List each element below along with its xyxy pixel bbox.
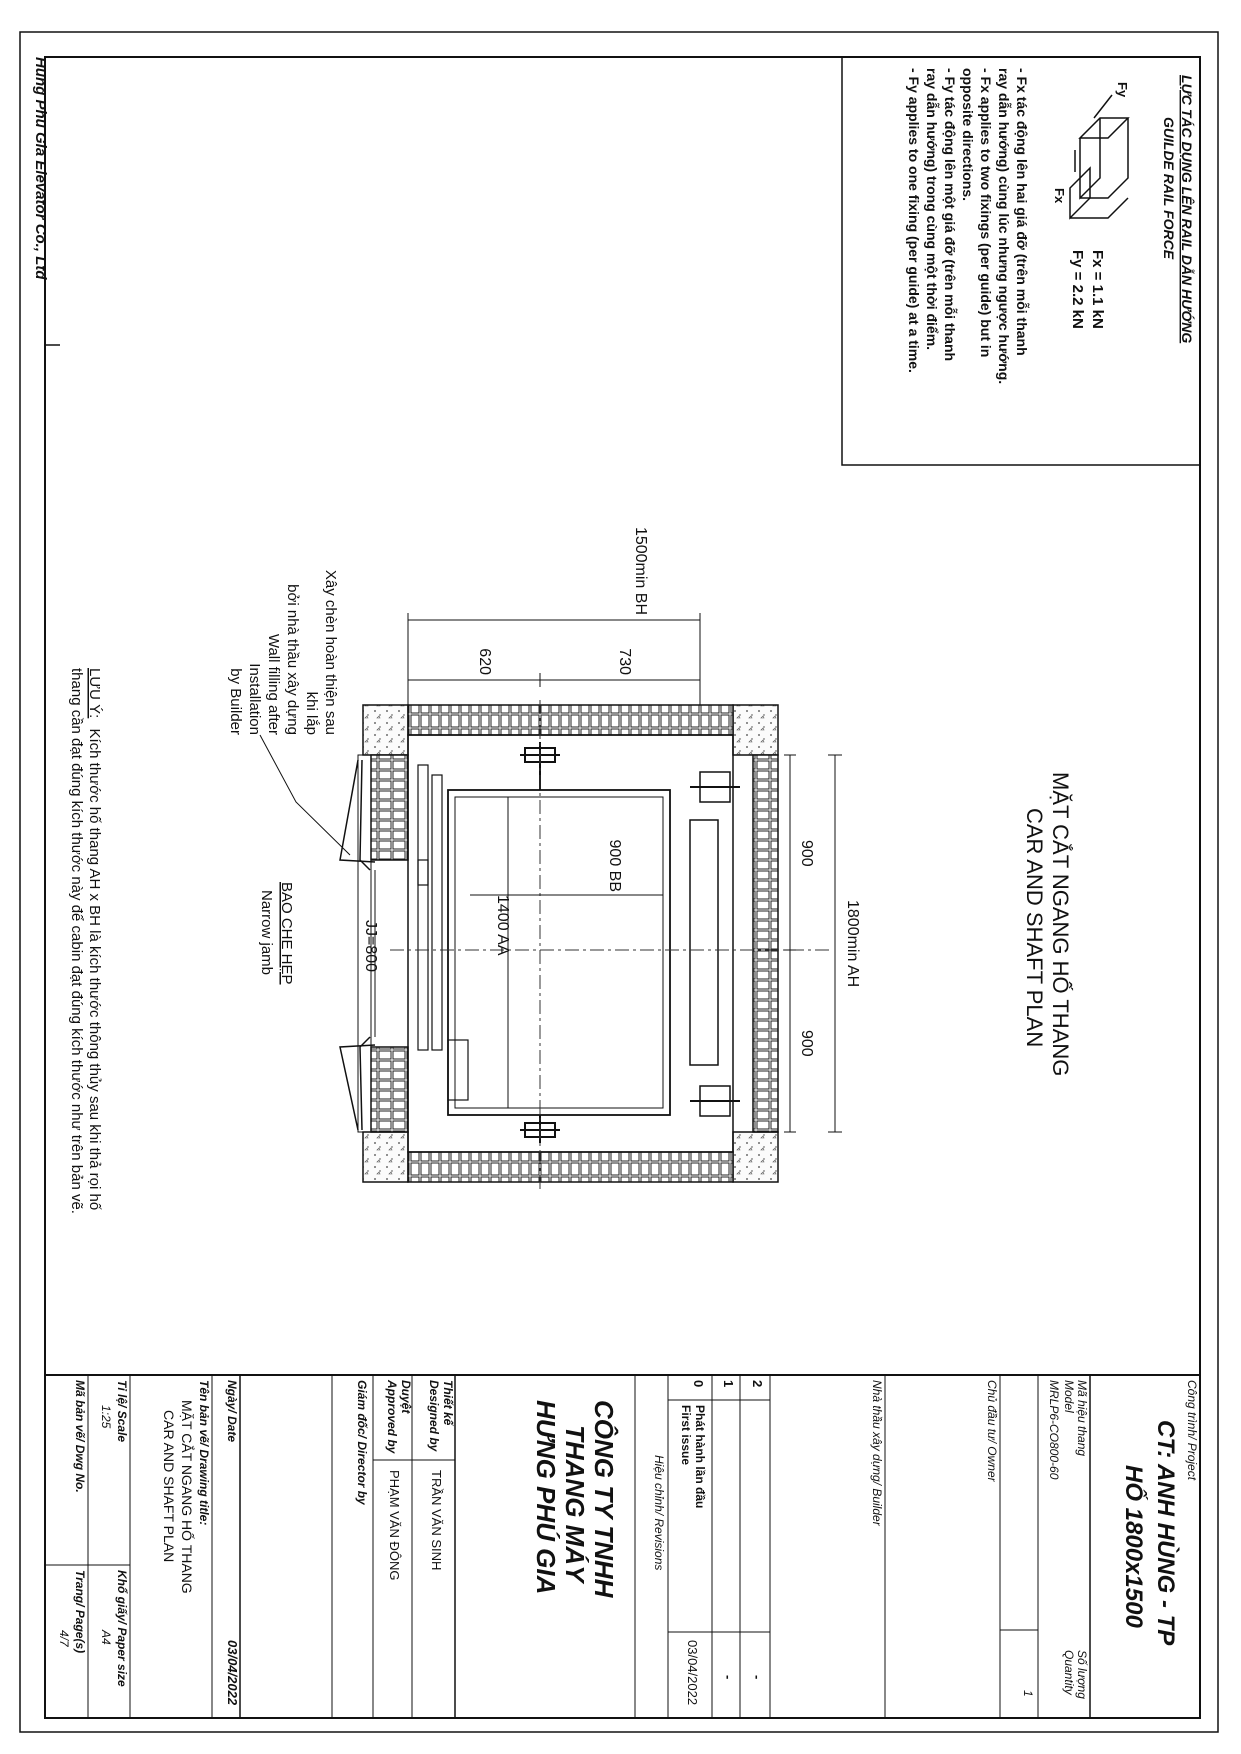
plan-title-en: CAR AND SHAFT PLAN (1022, 808, 1047, 1048)
car-inner (455, 797, 663, 1108)
rev2-date: - (750, 1675, 765, 1680)
project-size: HỐ 1800x1500 (1120, 1465, 1147, 1628)
date-value: 03/04/2022 (225, 1640, 240, 1706)
force-title-vi: LỰC TÁC DỤNG LÊN RAIL DẪN HƯỚNG (1179, 75, 1195, 344)
force-note-line: ray dẫn hướng) cùng lúc nhưng ngược hướng. (996, 68, 1012, 385)
qty-label-en: Quantity (1062, 1650, 1076, 1695)
director-label: Giám đốc/ Director by (355, 1380, 369, 1505)
dim-900-right: 900 (798, 1030, 815, 1057)
force-note-line: - Fy applies to one fixing (per guide) at a time. (906, 68, 922, 373)
paper-value: A4 (99, 1630, 113, 1645)
wall-note-line: Wall filling after (265, 633, 282, 735)
dim-620: 620 (476, 648, 493, 675)
dim-jj: JJ=800 (362, 920, 379, 973)
qty-value: 1 (1021, 1690, 1035, 1697)
car-outline (448, 790, 670, 1115)
scale-label: Tỉ lệ/ Scale (115, 1380, 129, 1443)
rev0-desc-vi: Phát hành lần đầu (693, 1405, 707, 1509)
concrete-block (363, 705, 408, 755)
force-title-en: GUILDE RAIL FORCE (1161, 117, 1177, 260)
scale-value: 1:25 (99, 1405, 113, 1429)
model-label-en: Model (1062, 1380, 1076, 1413)
model-value: MRLP6-CO800-60 (1047, 1380, 1061, 1480)
rail-bracket-sketch (1070, 95, 1128, 218)
designed-value: TRẦN VĂN SINH (429, 1470, 444, 1571)
rev2-no: 2 (750, 1380, 765, 1388)
brick-wall-back (753, 755, 778, 1132)
shaft-outline (408, 735, 733, 1152)
note-text-1: Kích thước hố thang AH x BH là kích thước thông thủy sau khi thả rọi hố (86, 728, 103, 1211)
plan-title-vi: MẶT CẮT NGANG HỐ THANG (1048, 772, 1073, 1077)
note-line-1 (86, 668, 103, 1211)
door-panel (418, 765, 428, 885)
force-note-line: - Fx tác động lên hai giá đỡ (trên mỗi thanh (1014, 68, 1030, 356)
concrete-block (733, 1132, 778, 1182)
model-label: Mã hiệu thang (1075, 1380, 1089, 1457)
builder-label: Nhà thầu xây dựng/ Builder (870, 1380, 884, 1526)
drawing-title-l2: CAR AND SHAFT PLAN (161, 1410, 177, 1563)
door-panel (418, 860, 428, 1050)
fx-label: Fx (1052, 188, 1067, 204)
dwg-label: Mã bản vẽ/ Dwg No. (73, 1380, 87, 1493)
drawing-title-l1: MẶT CẮT NGANG HỐ THANG (179, 1400, 195, 1594)
approved-label-vi: Duyệt (399, 1380, 413, 1414)
company-line-2: THANG MÁY (560, 1425, 590, 1583)
door-header (448, 1040, 468, 1100)
paper-label: Khổ giấy/ Paper size (115, 1570, 129, 1687)
company-line-1: CÔNG TY TNHH (589, 1400, 619, 1598)
page-value: 4/7 (57, 1630, 71, 1647)
force-notes (906, 68, 1030, 384)
wall-note-line: by Builder (227, 668, 244, 735)
page-label: Trang/ Page(s) (73, 1570, 87, 1654)
force-note-line: ray dẫn hướng) trong cùng một thời điểm. (924, 68, 940, 351)
brick-wall-bottom (408, 1152, 733, 1182)
rev0-date: 03/04/2022 (685, 1640, 700, 1706)
wall-note-line: khi lắp (303, 691, 320, 735)
note-line-2: thang cần đạt đúng kích thước này để cabin đạt đúng kích thước như trên bản vẽ. (68, 668, 85, 1214)
approved-label-en: Approved by (385, 1380, 399, 1454)
fy-label: Fy (1115, 82, 1130, 98)
force-note-line: - Fy tác động lên một giá đỡ (trên mỗi thanh (942, 68, 958, 362)
fy-value: Fy = 2.2 kN (1069, 250, 1086, 329)
dim-bb: 900 BB (606, 839, 623, 892)
dim-ah: 1800min AH (844, 900, 861, 988)
project-label: Công trình/ Project (1185, 1380, 1199, 1481)
dim-900-left: 900 (798, 840, 815, 867)
wall-note (227, 570, 339, 735)
concrete-block (733, 705, 778, 755)
side-company-text: Hung Phu Gia Elevator Co., Ltd (32, 57, 49, 280)
drawing-title-label: Tên bản vẽ/ Drawing title: (197, 1380, 211, 1526)
company-line-3: HƯNG PHÚ GIA (531, 1400, 561, 1595)
force-note-line: opposite directions. (960, 68, 976, 202)
jamb-right (360, 1037, 370, 1130)
jamb-label-vi: BAO CHE HẸP (278, 882, 295, 985)
counterweight (690, 820, 718, 1065)
rev1-no: 1 (721, 1380, 736, 1388)
concrete-block (363, 1132, 408, 1182)
qty-label: Số lượng (1075, 1650, 1089, 1699)
approved-value: PHẠM VĂN ĐÔNG (387, 1470, 402, 1581)
note-label: LƯU Ý: (86, 668, 103, 719)
project-name: CT: ANH HÙNG - TP (1152, 1420, 1179, 1646)
designed-label-en: Designed by (427, 1380, 441, 1452)
brick-wall-top (408, 705, 733, 735)
rev0-desc-en: First issue (679, 1405, 693, 1466)
title-block (45, 1375, 1200, 1718)
jamb-left (360, 760, 370, 870)
rev1-date: - (721, 1675, 736, 1680)
brick-wall-front-lower (371, 1047, 408, 1132)
rev0-no: 0 (691, 1380, 706, 1388)
brick-wall-front-upper (371, 755, 408, 860)
wall-note-line: Xây chèn hoàn thiện sau (322, 569, 339, 735)
wall-note-line: bởi nhà thầu xây dựng (284, 584, 301, 735)
dim-730: 730 (616, 648, 633, 675)
shaft-plan (340, 700, 830, 1190)
wall-note-line: Installation (246, 663, 263, 735)
dim-bh: 1500min BH (632, 526, 649, 615)
dim-aa: 1400 AA (494, 895, 511, 956)
date-label: Ngày/ Date (225, 1380, 239, 1443)
designed-label-vi: Thiết kế (441, 1380, 455, 1426)
owner-label: Chủ đầu tư/ Owner (985, 1380, 999, 1482)
revisions-label: Hiệu chỉnh/ Revisions (652, 1455, 666, 1571)
jamb-label-en: Narrow jamb (258, 890, 275, 976)
force-note-line: - Fx applies to two fixings (per guide) but in (978, 68, 994, 358)
door-panel (432, 775, 442, 1050)
force-box (842, 57, 1200, 465)
fx-value: Fx = 1.1 kN (1089, 250, 1106, 329)
